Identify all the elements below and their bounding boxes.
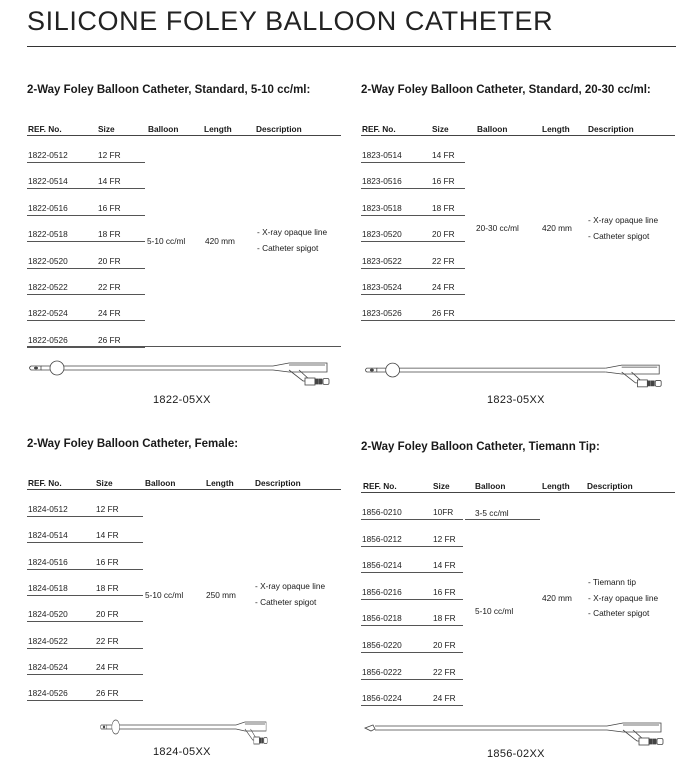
description-item: - Catheter spigot: [588, 606, 658, 622]
description-list: [257, 225, 327, 256]
size-value: 18 FR: [433, 613, 456, 624]
inflation-valve: [639, 738, 649, 745]
header-ref: REF. No.: [28, 124, 62, 134]
size-value: 24 FR: [432, 282, 455, 292]
row-divider: [361, 188, 465, 189]
row-divider: [361, 679, 463, 680]
header-ref: REF. No.: [362, 124, 396, 134]
size-value: 20 FR: [96, 609, 119, 620]
row-divider: [361, 572, 463, 573]
ref-number: 1824-0522: [28, 635, 68, 646]
size-value: 26 FR: [96, 688, 119, 699]
model-number: 1824-05XX: [153, 746, 211, 758]
header-description: Description: [587, 481, 633, 491]
ref-number: 1823-0522: [362, 255, 402, 266]
ref-number: 1823-0518: [362, 202, 402, 213]
size-value: 12 FR: [433, 533, 456, 544]
length-value: 420 mm: [542, 593, 572, 603]
row-divider: [361, 652, 463, 653]
size-value: 18 FR: [432, 202, 455, 213]
ref-number: 1822-0520: [28, 255, 68, 266]
catheter-tip: [365, 725, 375, 731]
row-divider: [27, 621, 143, 622]
size-value: 14 FR: [98, 176, 121, 187]
row-divider: [361, 599, 463, 600]
size-value: 18 FR: [96, 582, 119, 593]
header-size: Size: [432, 124, 449, 134]
section-standard-20-30: [361, 84, 677, 414]
ref-number: 1822-0512: [28, 150, 68, 160]
size-value: 22 FR: [98, 282, 121, 292]
size-value: 18 FR: [98, 229, 121, 240]
header-length: Length: [206, 478, 234, 488]
ref-number: 1824-0514: [28, 530, 68, 541]
section-standard-5-10: [27, 84, 343, 414]
length-value: 250 mm: [206, 590, 236, 600]
balloon-row-divider: [465, 519, 540, 520]
ref-number: 1823-0516: [362, 176, 402, 187]
ref-number: 1856-0212: [362, 533, 402, 544]
model-number: 1856-02XX: [487, 748, 545, 760]
table-bottom-divider: [361, 320, 675, 321]
size-value: 26 FR: [432, 308, 455, 319]
section-title: 2-Way Foley Balloon Catheter, Tiemann Tip:: [361, 441, 600, 453]
inflation-valve: [637, 380, 647, 387]
balloon-value: 5-10 cc/ml: [147, 236, 186, 246]
length-value: 420 mm: [542, 223, 572, 233]
row-divider: [27, 542, 143, 543]
page-title: SILICONE FOLEY BALLOON CATHETER: [27, 6, 554, 36]
ref-number: 1856-0224: [362, 693, 402, 704]
size-value: 12 FR: [96, 504, 119, 514]
ref-number: 1822-0518: [28, 229, 68, 240]
description-item: - X-ray opaque line: [588, 591, 658, 607]
header-size: Size: [98, 124, 115, 134]
size-value: 14 FR: [432, 150, 455, 160]
header-divider: [361, 492, 675, 493]
size-value: 22 FR: [432, 255, 455, 266]
row-divider: [27, 241, 145, 242]
row-divider: [27, 294, 145, 295]
section-title: 2-Way Foley Balloon Catheter, Standard, 5-10 cc/ml:: [27, 84, 311, 96]
size-value: 24 FR: [433, 693, 456, 704]
header-balloon: Balloon: [477, 124, 508, 134]
row-divider: [361, 162, 465, 163]
balloon: [386, 363, 400, 377]
row-divider: [27, 700, 143, 701]
row-divider: [27, 188, 145, 189]
description-item: - Catheter spigot: [257, 241, 327, 257]
header-length: Length: [204, 124, 232, 134]
title-divider: [27, 46, 676, 47]
model-number: 1822-05XX: [153, 394, 211, 406]
catheter-illustration: [99, 714, 275, 750]
description-list: [588, 213, 658, 244]
size-value: 16 FR: [98, 202, 121, 213]
row-divider: [361, 294, 465, 295]
header-description: Description: [588, 124, 634, 134]
size-value: 24 FR: [96, 661, 119, 672]
ref-number: 1823-0520: [362, 229, 402, 240]
balloon-value: 5-10 cc/ml: [475, 606, 514, 616]
section-tiemann-tip: [361, 441, 677, 764]
balloon-value: 20-30 cc/ml: [476, 223, 519, 233]
row-divider: [27, 595, 143, 596]
header-ref: REF. No.: [28, 478, 62, 488]
row-divider: [27, 674, 143, 675]
header-ref: REF. No.: [363, 481, 397, 491]
size-value: 22 FR: [433, 666, 456, 677]
ref-number: 1856-0210: [362, 507, 402, 517]
balloon: [50, 361, 64, 375]
balloon: [112, 720, 120, 734]
header-divider: [27, 135, 341, 136]
ref-number: 1824-0520: [28, 609, 68, 620]
row-divider: [27, 569, 143, 570]
ref-number: 1856-0220: [362, 640, 402, 650]
size-value: 20 FR: [433, 640, 456, 650]
header-divider: [361, 135, 675, 136]
ref-number: 1822-0514: [28, 176, 68, 187]
header-length: Length: [542, 481, 570, 491]
description-item: - Catheter spigot: [588, 229, 658, 245]
description-list: [255, 579, 325, 610]
row-divider: [361, 241, 465, 242]
size-value: 24 FR: [98, 308, 121, 319]
ref-number: 1824-0526: [28, 688, 68, 699]
ref-number: 1856-0218: [362, 613, 402, 624]
ref-number: 1824-0524: [28, 661, 68, 672]
row-divider: [27, 516, 143, 517]
catheter-illustration: [27, 355, 343, 391]
size-value: 16 FR: [432, 176, 455, 187]
table-bottom-divider: [27, 346, 341, 347]
catheter-illustration: [363, 357, 675, 393]
drainage-eye: [370, 369, 373, 371]
row-divider: [361, 546, 463, 547]
catheter-illustration-tiemann: [361, 715, 677, 751]
ref-number: 1824-0516: [28, 556, 68, 567]
header-size: Size: [433, 481, 450, 491]
size-value: 12 FR: [98, 150, 121, 160]
length-value: 420 mm: [205, 236, 235, 246]
size-value: 10FR: [433, 507, 454, 517]
description-item: - X-ray opaque line: [588, 213, 658, 229]
section-female: [27, 438, 343, 764]
header-length: Length: [542, 124, 570, 134]
row-divider: [27, 320, 145, 321]
description-item: - Tiemann tip: [588, 575, 658, 591]
ref-number: 1822-0522: [28, 282, 68, 292]
ref-number: 1823-0524: [362, 282, 402, 292]
size-value: 22 FR: [96, 635, 119, 646]
size-value: 16 FR: [96, 556, 119, 567]
drainage-eye: [34, 367, 37, 369]
size-value: 26 FR: [98, 334, 121, 345]
ref-number: 1856-0214: [362, 560, 402, 571]
model-number: 1823-05XX: [487, 394, 545, 406]
header-description: Description: [255, 478, 301, 488]
section-title: 2-Way Foley Balloon Catheter, Standard, 20-30 cc/ml:: [361, 84, 651, 96]
row-divider: [361, 215, 465, 216]
size-value: 16 FR: [433, 586, 456, 597]
row-divider: [27, 162, 145, 163]
header-balloon: Balloon: [475, 481, 506, 491]
header-balloon: Balloon: [145, 478, 176, 488]
inflation-valve: [305, 378, 315, 385]
header-description: Description: [256, 124, 302, 134]
inflation-valve: [254, 737, 260, 744]
ref-number: 1822-0526: [28, 334, 68, 345]
size-value: 20 FR: [98, 255, 121, 266]
size-value: 14 FR: [96, 530, 119, 541]
drainage-eye: [103, 726, 105, 728]
description-item: - Catheter spigot: [255, 595, 325, 611]
ref-number: 1824-0512: [28, 504, 68, 514]
row-divider: [361, 268, 465, 269]
row-divider: [361, 625, 463, 626]
ref-number: 1822-0516: [28, 202, 68, 213]
row-divider: [27, 215, 145, 216]
ref-number: 1823-0526: [362, 308, 402, 319]
description-list: [588, 575, 658, 622]
header-size: Size: [96, 478, 113, 488]
size-value: 14 FR: [433, 560, 456, 571]
description-item: - X-ray opaque line: [257, 225, 327, 241]
description-item: - X-ray opaque line: [255, 579, 325, 595]
ref-number: 1824-0518: [28, 582, 68, 593]
row-divider: [361, 705, 463, 706]
first-row-balloon-value: 3-5 cc/ml: [475, 508, 509, 518]
ref-number: 1823-0514: [362, 150, 402, 160]
row-divider: [27, 268, 145, 269]
ref-number: 1856-0222: [362, 666, 402, 677]
row-divider: [27, 648, 143, 649]
ref-number: 1856-0216: [362, 586, 402, 597]
ref-number: 1822-0524: [28, 308, 68, 319]
section-title: 2-Way Foley Balloon Catheter, Female:: [27, 438, 239, 450]
header-balloon: Balloon: [148, 124, 179, 134]
size-value: 20 FR: [432, 229, 455, 240]
balloon-value: 5-10 cc/ml: [145, 590, 184, 600]
header-divider: [27, 489, 341, 490]
row-divider: [361, 519, 463, 520]
